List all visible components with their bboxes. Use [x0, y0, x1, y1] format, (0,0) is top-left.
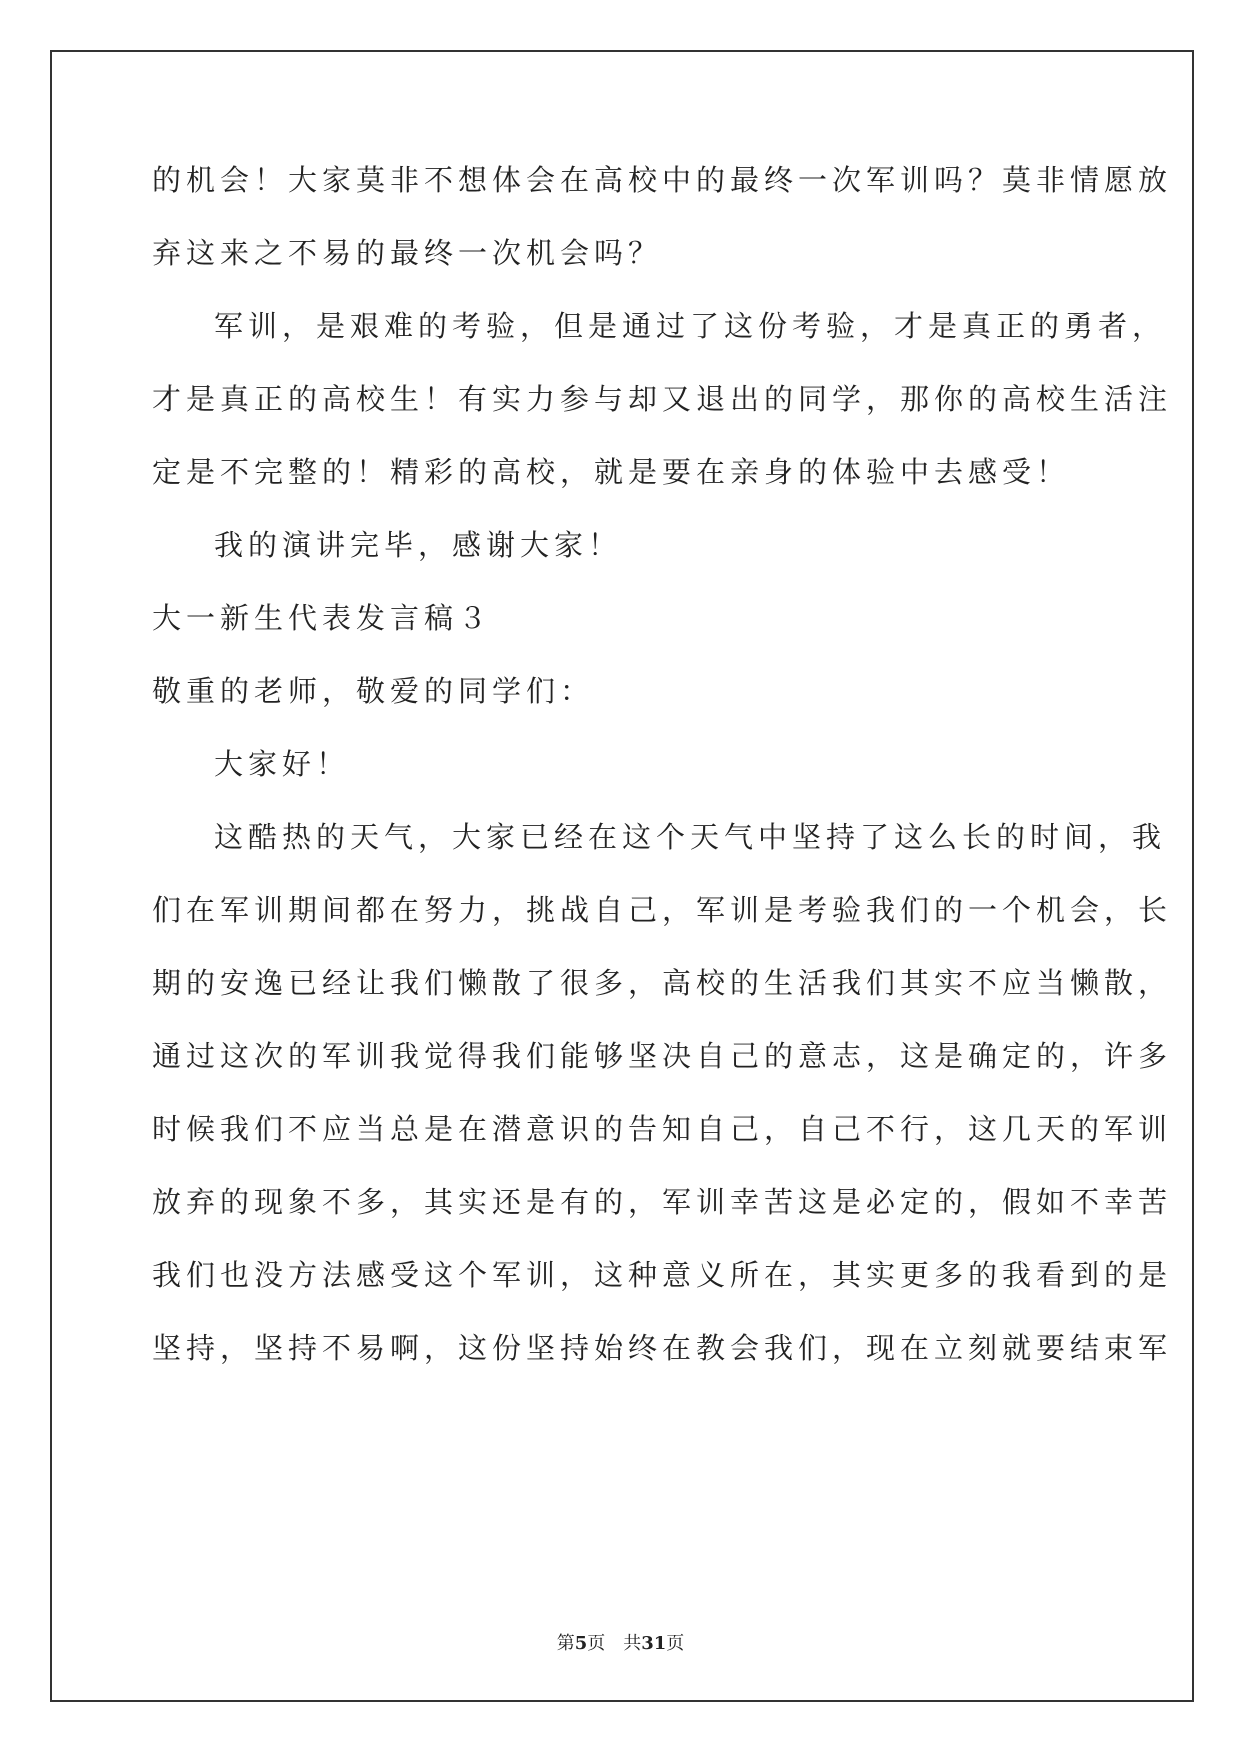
paragraph-start: 我的演讲完毕，感谢大家！ [214, 528, 623, 562]
text-line: 定是不完整的！精彩的高校，就是要在亲身的体验中去感受！ [152, 455, 1071, 489]
page-number-current: 5 [574, 1633, 588, 1654]
salutation: 敬重的老师，敬爱的同学们： [152, 674, 595, 708]
text-line: 的机会！大家莫非不想体会在高校中的最终一次军训吗？莫非情愿放 [152, 163, 1173, 197]
section-heading: 大一新生代表发言稿３ [152, 601, 493, 635]
page-number-prefix: 第 [556, 1633, 575, 1654]
text-line: 时候我们不应当总是在潜意识的告知自己，自己不行，这几天的军训 [152, 1112, 1173, 1146]
page-number-mid: 页 共 [587, 1633, 642, 1654]
greeting: 大家好！ [214, 747, 351, 781]
text-line: 期的安逸已经让我们懒散了很多，高校的生活我们其实不应当懒散， [152, 966, 1173, 1000]
text-line: 坚持，坚持不易啊，这份坚持始终在教会我们，现在立刻就要结束军 [152, 1331, 1173, 1365]
paragraph-start: 这酷热的天气，大家已经在这个天气中坚持了这么长的时间，我 [214, 820, 1167, 854]
page-footer [0, 1632, 1241, 1656]
text-line: 们在军训期间都在努力，挑战自己，军训是考验我们的一个机会，长 [152, 893, 1173, 927]
text-line: 我们也没方法感受这个军训，这种意义所在，其实更多的我看到的是 [152, 1258, 1173, 1292]
text-line: 通过这次的军训我觉得我们能够坚决自己的意志，这是确定的，许多 [152, 1039, 1173, 1073]
page-number-suffix: 页 [666, 1633, 685, 1654]
text-line: 才是真正的高校生！有实力参与却又退出的同学，那你的高校生活注 [152, 382, 1173, 416]
page-border [50, 50, 1194, 1702]
text-line: 弃这来之不易的最终一次机会吗？ [152, 236, 663, 270]
text-line: 放弃的现象不多，其实还是有的，军训幸苦这是必定的，假如不幸苦 [152, 1185, 1173, 1219]
paragraph-start: 军训，是艰难的考验，但是通过了这份考验，才是真正的勇者， [214, 309, 1167, 343]
page-number-total: 31 [641, 1633, 667, 1654]
